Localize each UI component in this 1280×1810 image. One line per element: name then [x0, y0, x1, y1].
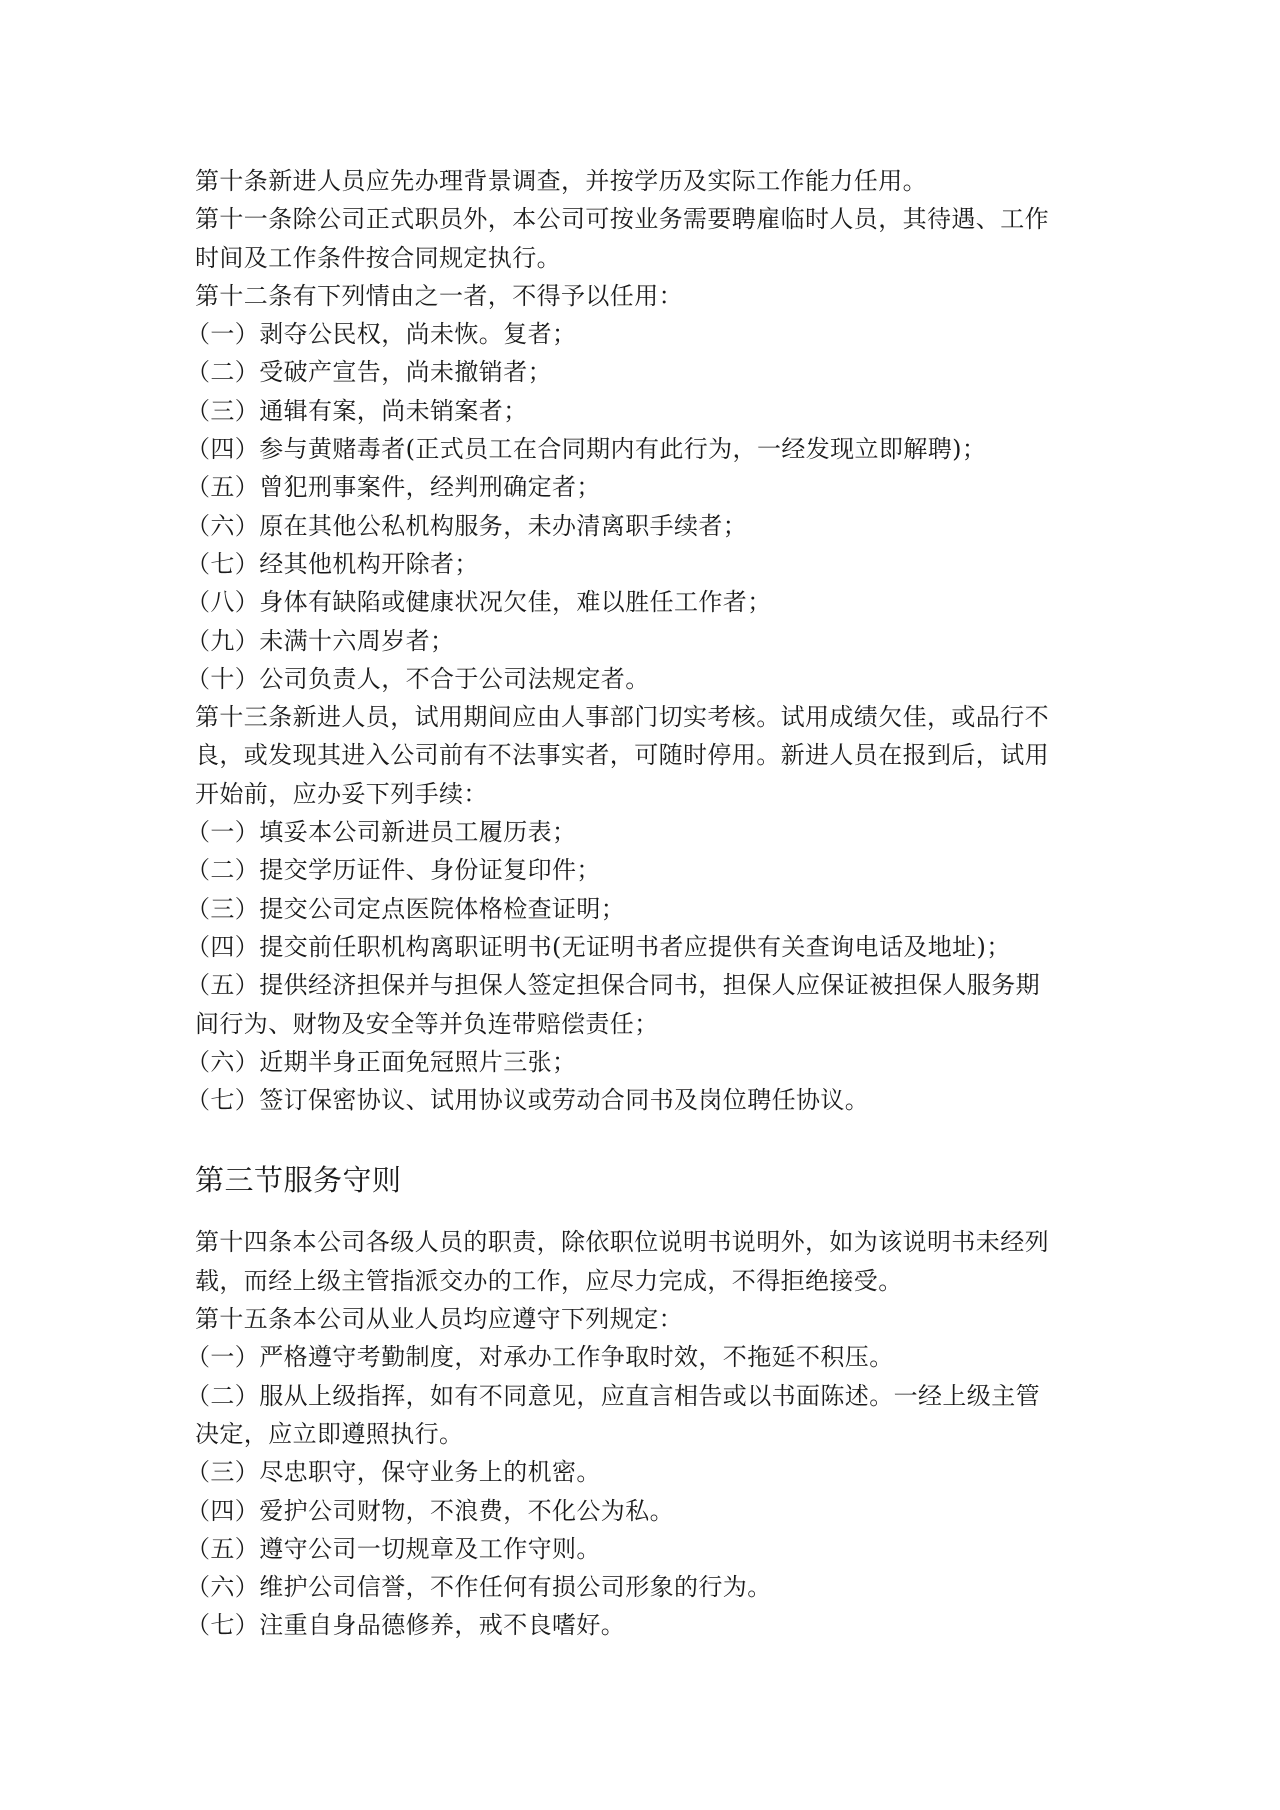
clause-15-line: 第十五条本公司从业人员均应遵守下列规定： [195, 1305, 683, 1334]
clause-12-item-9: （九）未满十六周岁者； [186, 626, 455, 655]
clause-15-item-7: （七）注重自身品德修养，戒不良嗜好。 [186, 1611, 626, 1640]
clause-15-item-2: （二）服从上级指挥，如有不同意见，应直言相告或以书面陈述。一经上级主管 [186, 1381, 1040, 1410]
clause-12-item-5: （五）曾犯刑事案件，经判刑确定者； [186, 473, 601, 502]
clause-13-item-5-cont: 间行为、财物及安全等并负连带赔偿责任； [195, 1009, 659, 1038]
clause-15-item-2-cont: 决定，应立即遵照执行。 [195, 1419, 464, 1448]
clause-13-item-2: （二）提交学历证件、身份证复印件； [186, 856, 601, 885]
clause-13-item-5: （五）提供经济担保并与担保人签定担保合同书，担保人应保证被担保人服务期 [186, 971, 1040, 1000]
clause-13-item-6: （六）近期半身正面免冠照片三张； [186, 1047, 577, 1076]
clause-13-item-3: （三）提交公司定点医院体格检查证明； [186, 894, 626, 923]
clause-12-item-10: （十）公司负责人，不合于公司法规定者。 [186, 664, 650, 693]
clause-13-line: 第十三条新进人员，试用期间应由人事部门切实考核。试用成绩欠佳，或品行不 [195, 703, 1049, 732]
clause-15-item-5: （五）遵守公司一切规章及工作守则。 [186, 1534, 601, 1563]
clause-13-line-cont-2: 开始前，应办妥下列手续： [195, 779, 488, 808]
clause-15-item-6: （六）维护公司信誉，不作任何有损公司形象的行为。 [186, 1573, 772, 1602]
clause-14-line-cont: 载，而经上级主管指派交办的工作，应尽力完成，不得拒绝接受。 [195, 1266, 903, 1295]
clause-11-line: 第十一条除公司正式职员外，本公司可按业务需要聘雇临时人员，其待遇、工作 [195, 205, 1049, 234]
clause-12-item-7: （七）经其他机构开除者； [186, 549, 479, 578]
clause-14-line: 第十四条本公司各级人员的职责，除依职位说明书说明外，如为该说明书未经列 [195, 1228, 1049, 1257]
clause-12-line: 第十二条有下列情由之一者，不得予以任用： [195, 281, 683, 310]
clause-12-item-3: （三）通辑有案，尚未销案者； [186, 396, 528, 425]
clause-12-item-4: （四）参与黄赌毒者(正式员工在合同期内有此行为，一经发现立即解聘)； [186, 435, 987, 464]
clause-15-item-4: （四）爱护公司财物，不浪费，不化公为私。 [186, 1496, 674, 1525]
clause-12-item-6: （六）原在其他公私机构服务，未办清离职手续者； [186, 511, 748, 540]
clause-13-line-cont-1: 良，或发现其进入公司前有不法事实者，可随时停用。新进人员在报到后，试用 [195, 741, 1049, 770]
section-heading: 第三节服务守则 [195, 1163, 402, 1198]
section-three-clauses [186, 1223, 1095, 1644]
clause-11-line-cont: 时间及工作条件按合同规定执行。 [195, 243, 561, 272]
clause-15-item-3: （三）尽忠职守，保守业务上的机密。 [186, 1458, 601, 1487]
clause-12-item-1: （一）剥夺公民权，尚未恢。复者； [186, 320, 577, 349]
clause-12-item-8: （八）身体有缺陷或健康状况欠佳，难以胜任工作者； [186, 588, 772, 617]
clause-13-item-7: （七）签订保密协议、试用协议或劳动合同书及岗位聘任协议。 [186, 1086, 870, 1115]
section-two-clauses [186, 162, 1095, 1119]
document-page [186, 162, 1095, 1645]
clause-13-item-4: （四）提交前任职机构离职证明书(无证明书者应提供有关查询电话及地址)； [186, 932, 1011, 961]
clause-15-item-1: （一）严格遵守考勤制度，对承办工作争取时效，不拖延不积压。 [186, 1343, 894, 1372]
clause-10-line: 第十条新进人员应先办理背景调查，并按学历及实际工作能力任用。 [195, 167, 927, 195]
clause-12-item-2: （二）受破产宣告，尚未撤销者； [186, 358, 552, 387]
clause-13-item-1: （一）填妥本公司新进员工履历表； [186, 818, 577, 847]
